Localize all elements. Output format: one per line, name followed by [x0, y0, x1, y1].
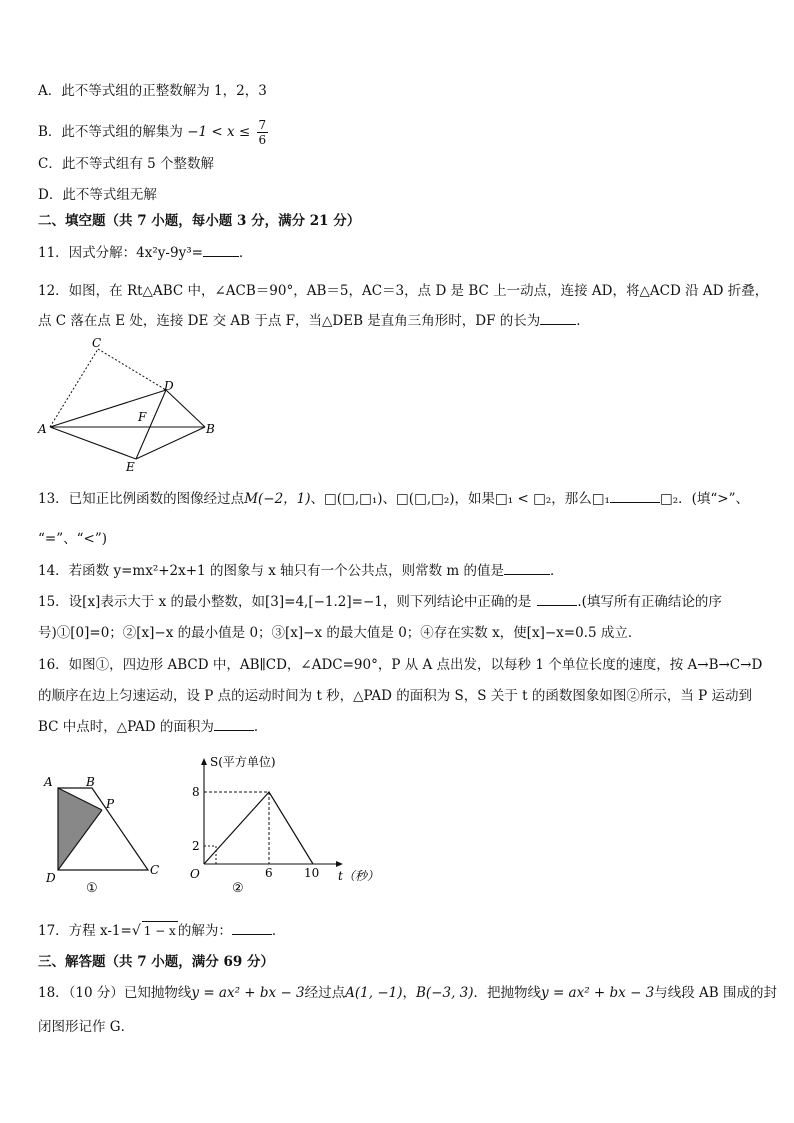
- q18-text-a: 18．（10 分）已知抛物线: [38, 985, 192, 1001]
- label-a: A: [38, 422, 47, 436]
- question-17: 17．方程 x-1=√ 1 − x 的解为： ．: [38, 923, 286, 939]
- shaded-triangle-pad: [58, 788, 102, 870]
- q16-line1: 16．如图①，四边形 ABCD 中，AB∥CD，∠ADC=90°，P 从 A 点出发，以每秒 1 个单位长度的速度，按 A→B→C→D: [38, 657, 763, 673]
- segment-ae: [50, 427, 136, 459]
- label-d: D: [164, 379, 174, 393]
- option-a: A．此不等式组的正整数解为 1，2，3: [38, 83, 267, 99]
- q18-line2: 闭图形记作 G．: [38, 1019, 135, 1035]
- figure-caption: ②: [232, 881, 244, 896]
- answer-blank: [214, 718, 254, 731]
- label-c: C: [92, 336, 102, 350]
- q18-point-a: A(1, −1): [345, 985, 403, 1001]
- option-b: [38, 118, 268, 147]
- q16-text: BC 中点时，△PAD 的面积为: [38, 719, 214, 735]
- segment-ad: [50, 390, 166, 427]
- q16-line3: [38, 718, 267, 736]
- q16-line2: 的顺序在边上匀速运动，设 P 点的运动时间为 t 秒，△PAD 的面积为 S，S 关于 t 的函数图象如图②所示，当 P 运动到: [38, 688, 753, 704]
- q12-line1: 12．如图，在 Rt△ABC 中，∠ACB＝90°，AB＝5，AC＝3，点 D 是 BC 上一动点，连接 AD，将△ACD 沿 AD 折叠，: [38, 283, 769, 299]
- tick-y2: 2: [192, 839, 200, 853]
- q13-point-m: M(−2，1): [244, 491, 311, 507]
- option-b-inequality: −1 < x ≤: [187, 124, 251, 140]
- q18-line1: [38, 984, 777, 1002]
- question-11: [38, 244, 252, 262]
- answer-blank: [232, 922, 272, 935]
- fraction-numerator: 7: [258, 118, 267, 132]
- option-b-fraction: [257, 118, 269, 147]
- q18-text-b: 经过点: [304, 985, 346, 1001]
- q14-text: 14．若函数 y=mx²+2x+1 的图象与 x 轴只有一个公共点，则常数 m 的值是: [38, 563, 505, 579]
- q13-text-c: □₂．(填“>”、: [659, 491, 750, 507]
- label-a: A: [44, 775, 53, 789]
- q18-point-b: B(−3, 3): [416, 985, 474, 1001]
- figure-caption: ①: [86, 881, 98, 896]
- answer-blank: [504, 562, 550, 575]
- q17-mid: 的解为：: [177, 923, 232, 939]
- q17-end: ．: [271, 923, 286, 939]
- fraction-denominator: 6: [258, 133, 267, 147]
- label-b: B: [86, 775, 95, 789]
- q18-text-d: 与线段 AB 围成的封: [654, 985, 778, 1001]
- segment-ac: [50, 349, 98, 427]
- answer-blank: [203, 244, 239, 257]
- segment-db: [166, 390, 205, 427]
- q13-text-a: 13．已知正比例函数的图像经过点: [38, 491, 245, 507]
- q15-text-a: 15．设[x]表示大于 x 的最小整数，如[3]=4,[−1.2]=−1，则下列结论中正确的是: [38, 594, 532, 610]
- q12-text: 点 C 落在点 E 处，连接 DE 交 AB 于点 F，当△DEB 是直角三角形时，DF 的长为: [38, 313, 541, 329]
- q18-sep: ，: [402, 985, 416, 1001]
- q13-line2: “=”、“<”): [38, 531, 107, 547]
- label-c: C: [150, 863, 160, 877]
- tick-y8: 8: [192, 785, 200, 799]
- label-p: P: [106, 797, 115, 811]
- q12-line2: [38, 312, 590, 330]
- y-axis-arrow: [201, 758, 207, 765]
- option-b-prefix: B．此不等式组的解集为: [38, 124, 183, 140]
- segment-cd: [98, 349, 166, 390]
- label-b: B: [206, 422, 215, 436]
- tick-x10: 10: [304, 866, 320, 880]
- q15-line2: 号)①[0]=0；②[x]−x 的最小值是 0；③[x]−x 的最大值是 0；④存在实数 x，使[x]−x=0.5 成立．: [38, 625, 642, 641]
- y-axis-label: S(平方单位): [210, 755, 276, 769]
- answer-blank: [610, 490, 660, 503]
- q11-text: 11．因式分解：4x²y-9y³=: [38, 245, 203, 261]
- question-14: [38, 562, 564, 580]
- q18-equation-1: y = ax² + bx − 3: [191, 985, 305, 1001]
- graph-line: [204, 792, 313, 864]
- q16-figure-2: [186, 752, 386, 897]
- answer-blank: [540, 312, 576, 325]
- q15-text-b: .(填写所有正确结论的序: [577, 594, 722, 610]
- q18-equation-2: y = ax² + bx − 3: [541, 985, 655, 1001]
- q13-line1: [38, 490, 749, 508]
- answer-blank: [537, 593, 577, 606]
- q14-end: ．: [550, 563, 564, 579]
- x-axis-arrow: [336, 861, 343, 867]
- segment-eb: [136, 427, 205, 459]
- section-2-heading: 二、填空题（共 7 小题，每小题 3 分，满分 21 分）: [38, 213, 361, 229]
- label-f: F: [138, 410, 147, 424]
- x-axis-label: t（秒）: [338, 869, 379, 883]
- option-c: C．此不等式组有 5 个整数解: [38, 156, 215, 172]
- tick-x6: 6: [265, 866, 273, 880]
- q15-line1: [38, 593, 722, 611]
- segment-de: [136, 390, 166, 459]
- q12-end: ．: [576, 313, 590, 329]
- origin-label: O: [190, 867, 200, 881]
- q17-radicand: 1 − x: [142, 921, 178, 940]
- q17-text: 17．方程 x-1=: [38, 923, 132, 939]
- q11-end: ．: [238, 245, 253, 261]
- label-d: D: [46, 871, 56, 885]
- label-e: E: [126, 460, 135, 474]
- section-3-heading: 三、解答题（共 7 小题，满分 69 分）: [38, 954, 274, 970]
- q16-end: ．: [253, 719, 268, 735]
- option-d: D．此不等式组无解: [38, 187, 157, 203]
- q13-text-b: 、□(□,□₁)、□(□,□₂)，如果□₁ < □₂，那么□₁: [310, 491, 610, 507]
- q18-text-c: ．把抛物线: [473, 985, 542, 1001]
- q16-figure-1: [40, 772, 180, 902]
- q12-figure: [30, 335, 230, 475]
